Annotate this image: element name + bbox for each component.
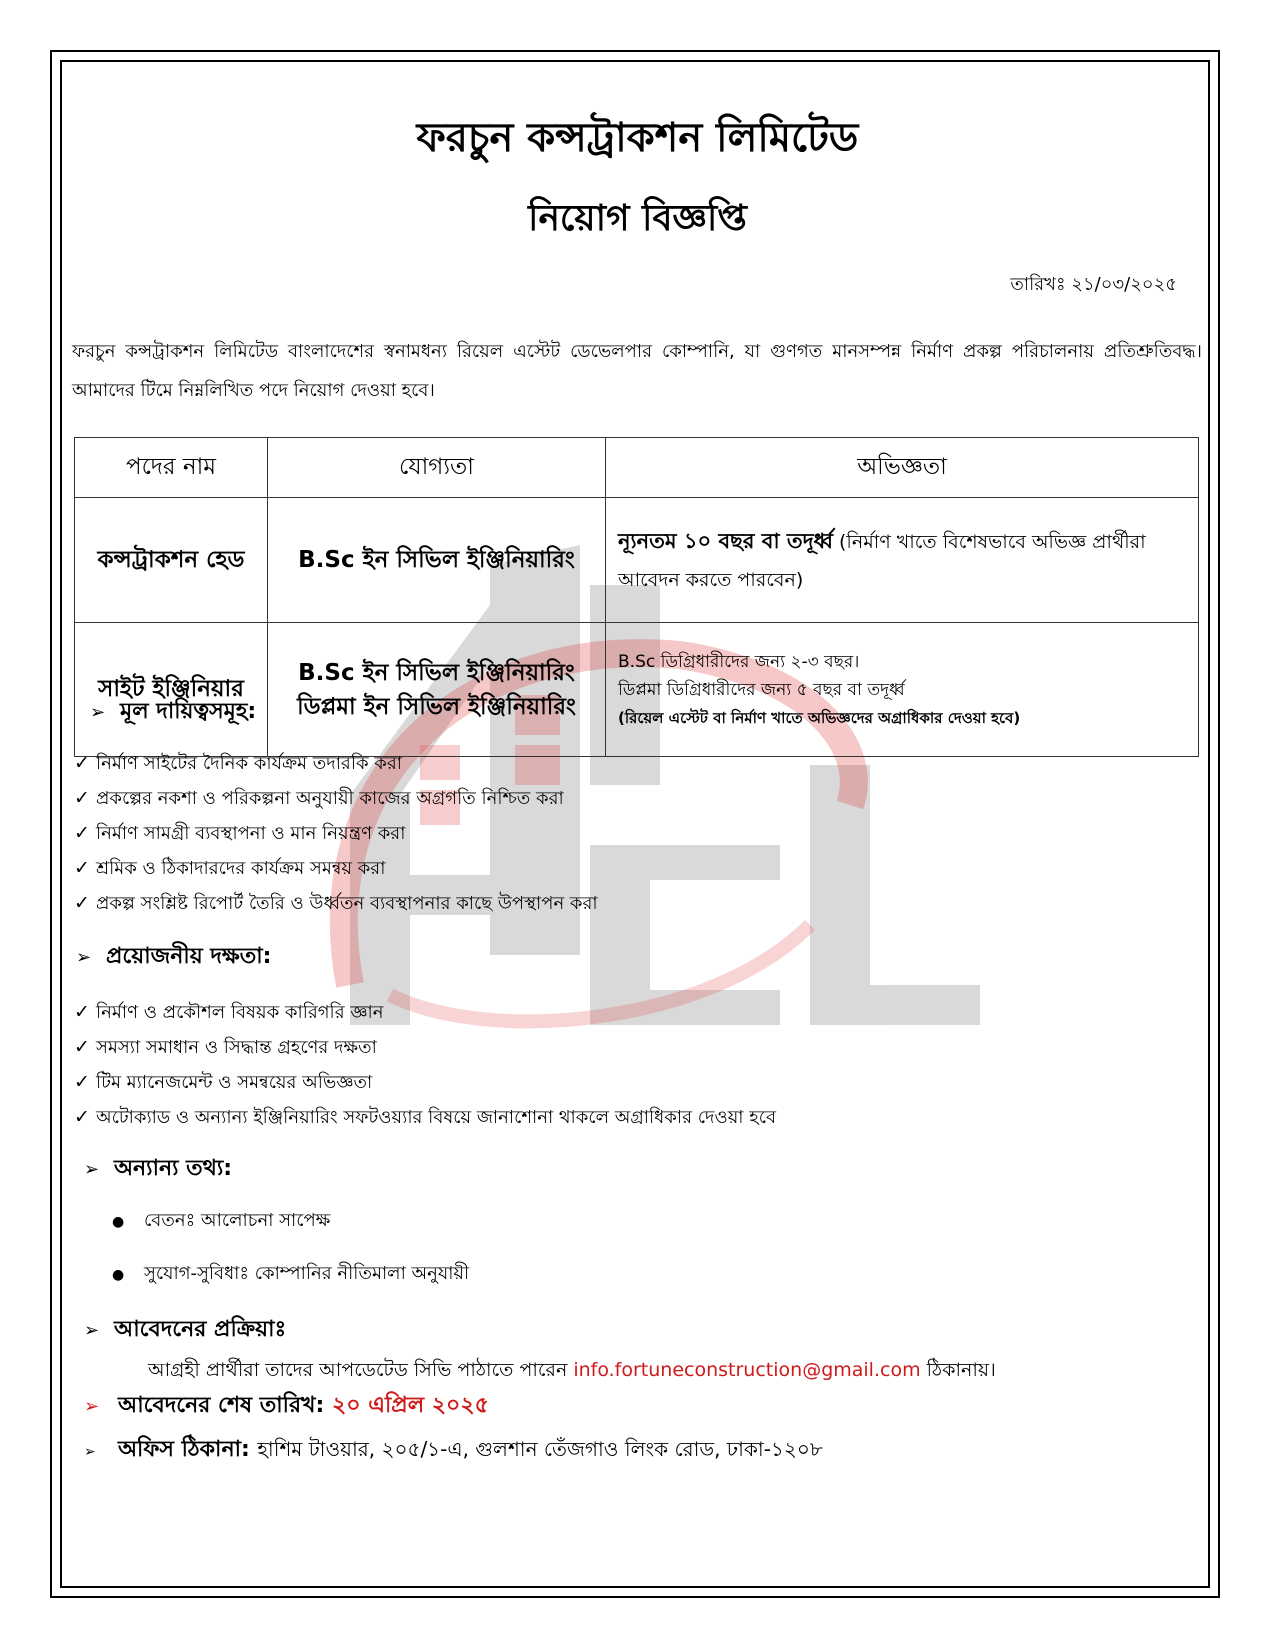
check-icon: ✓ xyxy=(74,1106,90,1128)
list-item xyxy=(112,1208,469,1235)
skills-heading-text: প্রয়োজনীয় দক্ষতা: xyxy=(106,944,272,969)
position-name: সাইট ইঞ্জিনিয়ার xyxy=(75,623,268,757)
qualification xyxy=(268,498,606,623)
email-link[interactable]: info.fortuneconstruction@gmail.com xyxy=(573,1359,921,1381)
other-info-heading xyxy=(84,1153,232,1186)
arrow-bullet-icon: ➢ xyxy=(76,947,92,968)
skills-heading xyxy=(76,941,271,974)
other-info-heading-text: অন্যান্য তথ্য: xyxy=(114,1156,233,1181)
list-item xyxy=(74,746,598,781)
deadline-line xyxy=(84,1390,489,1423)
list-item xyxy=(74,1100,776,1135)
deadline-label: আবেদনের শেষ তারিখ: xyxy=(118,1393,332,1418)
check-icon: ✓ xyxy=(74,787,90,809)
table-header-row xyxy=(75,438,1199,498)
intro-paragraph: ফরচুন কন্সট্রাকশন লিমিটেড বাংলাদেশের স্বনামধন্য রিয়েল এস্টেট ডেভেলপার কোম্পানি, যা গুণগত মানসম্পন্ন নির্মাণ প্রকল্প পরিচালনায় প্রতিশ্রুতিবদ্ধ। আমাদের টিমে নিম্নলিখিত পদে নিয়োগ দেওয়া হবে। xyxy=(72,341,1202,401)
notice-title: নিয়োগ বিজ্ঞপ্তি xyxy=(528,198,747,239)
list-item-text: টিম ম্যানেজমেন্ট ও সমন্বয়ের অভিজ্ঞতা xyxy=(96,1072,373,1093)
notice-date: তারিখঃ ২১/০৩/২০২৫ xyxy=(1010,274,1177,295)
office-label: অফিস ঠিকানা: xyxy=(118,1437,258,1462)
list-item-text: নির্মাণ ও প্রকৌশল বিষয়ক কারিগরি জ্ঞান xyxy=(96,1002,384,1023)
list-item xyxy=(112,1261,469,1288)
responsibilities-heading-text: মূল দায়িত্বসমূহ: xyxy=(120,699,257,724)
list-item xyxy=(74,995,776,1030)
list-item-text: নির্মাণ সামগ্রী ব্যবস্থাপনা ও মান নিয়ন্ত্রণ করা xyxy=(96,823,406,844)
experience xyxy=(606,498,1199,623)
office-address-line xyxy=(84,1433,823,1468)
arrow-bullet-icon: ➢ xyxy=(84,1444,96,1460)
check-icon: ✓ xyxy=(74,892,90,914)
check-icon: ✓ xyxy=(74,752,90,774)
check-icon: ✓ xyxy=(74,857,90,879)
experience xyxy=(606,623,1199,757)
deadline-date: ২০ এপ্রিল ২০২৫ xyxy=(331,1393,489,1418)
list-item xyxy=(74,851,598,886)
list-item xyxy=(74,886,598,921)
arrow-bullet-icon: ➢ xyxy=(84,1320,100,1341)
application-text: আগ্রহী প্রার্থীরা তাদের আপডেটেড সিভি পাঠাতে পারেন xyxy=(148,1359,574,1381)
check-icon: ✓ xyxy=(74,1036,90,1058)
experience-note: (নির্মাণ খাতে বিশেষভাবে অভিজ্ঞ প্রার্থীরা আবেদন করতে পারবেন) xyxy=(618,530,1146,591)
header-experience: অভিজ্ঞতা xyxy=(606,438,1199,498)
list-item-text: সমস্যা সমাধান ও সিদ্ধান্ত গ্রহণের দক্ষতা xyxy=(96,1037,377,1058)
list-item-text: সুযোগ-সুবিধাঃ কোম্পানির নীতিমালা অনুযায়ী xyxy=(144,1263,470,1284)
bullet-icon: ● xyxy=(112,1267,125,1283)
application-heading-text: আবেদনের প্রক্রিয়াঃ xyxy=(114,1317,287,1342)
experience-line: ডিপ্লমা ডিগ্রিধারীদের জন্য ৫ বছর বা তদূর্ধ্ব xyxy=(618,679,905,700)
application-instructions xyxy=(148,1355,996,1385)
responsibilities-list xyxy=(74,746,598,921)
list-item-text: বেতনঃ আলোচনা সাপেক্ষ xyxy=(144,1210,331,1231)
arrow-bullet-icon: ➢ xyxy=(90,702,106,723)
list-item-text: প্রকল্প সংশ্লিষ্ট রিপোর্ট তৈরি ও উর্ধ্বতন ব্যবস্থাপনার কাছে উপস্থাপন করা xyxy=(96,893,598,914)
list-item xyxy=(74,1030,776,1065)
check-icon: ✓ xyxy=(74,822,90,844)
qualification xyxy=(268,623,606,757)
table-row xyxy=(75,623,1199,757)
company-name: ফরচুন কন্সট্রাকশন লিমিটেড xyxy=(416,115,859,161)
experience-note: (রিয়েল এস্টেট বা নির্মাণ খাতে অভিজ্ঞদের অগ্রাধিকার দেওয়া হবে) xyxy=(618,708,1021,727)
application-heading xyxy=(84,1314,286,1347)
position-name: কন্সট্রাকশন হেড xyxy=(75,498,268,623)
list-item xyxy=(74,1065,776,1100)
responsibilities-heading xyxy=(90,696,256,729)
list-item-text: প্রকল্পের নকশা ও পরিকল্পনা অনুযায়ী কাজের অগ্রগতি নিশ্চিত করা xyxy=(96,788,564,809)
check-icon: ✓ xyxy=(74,1001,90,1023)
list-item-text: অটোক্যাড ও অন্যান্য ইঞ্জিনিয়ারিং সফটওয়্যার বিষয়ে জানাশোনা থাকলে অগ্রাধিকার দেওয়া হবে xyxy=(96,1107,776,1128)
office-address: হাশিম টাওয়ার, ২০৫/১-এ, গুলশান তেঁজগাও লিংক রোড, ঢাকা-১২০৮ xyxy=(257,1437,823,1461)
experience-line: B.Sc ডিগ্রিধারীদের জন্য ২-৩ বছর। xyxy=(618,651,860,672)
arrow-bullet-icon: ➢ xyxy=(84,1159,100,1180)
list-item-text: শ্রমিক ও ঠিকাদারদের কার্যক্রম সমন্বয় করা xyxy=(96,858,386,879)
application-text-end: ঠিকানায়। xyxy=(920,1359,996,1381)
list-item xyxy=(74,781,598,816)
check-icon: ✓ xyxy=(74,1071,90,1093)
qualification-line: ডিপ্লমা ইন সিভিল ইঞ্জিনিয়ারিং xyxy=(297,693,576,720)
header-qualification: যোগ্যতা xyxy=(268,438,606,498)
bullet-icon: ● xyxy=(112,1214,125,1230)
table-row xyxy=(75,498,1199,623)
list-item xyxy=(74,816,598,851)
header-position: পদের নাম xyxy=(75,438,268,498)
arrow-bullet-icon: ➢ xyxy=(84,1396,100,1417)
other-info-list xyxy=(112,1208,469,1288)
qualification-line: B.Sc ইন সিভিল ইঞ্জিনিয়ারিং xyxy=(298,547,575,573)
experience-min: ন্যূনতম ১০ বছর বা তদূর্ধ্ব xyxy=(618,528,833,553)
qualification-line: B.Sc ইন সিভিল ইঞ্জিনিয়ারিং xyxy=(298,659,575,686)
skills-list xyxy=(74,995,776,1135)
list-item-text: নির্মাণ সাইটের দৈনিক কার্যক্রম তদারকি করা xyxy=(96,753,403,774)
